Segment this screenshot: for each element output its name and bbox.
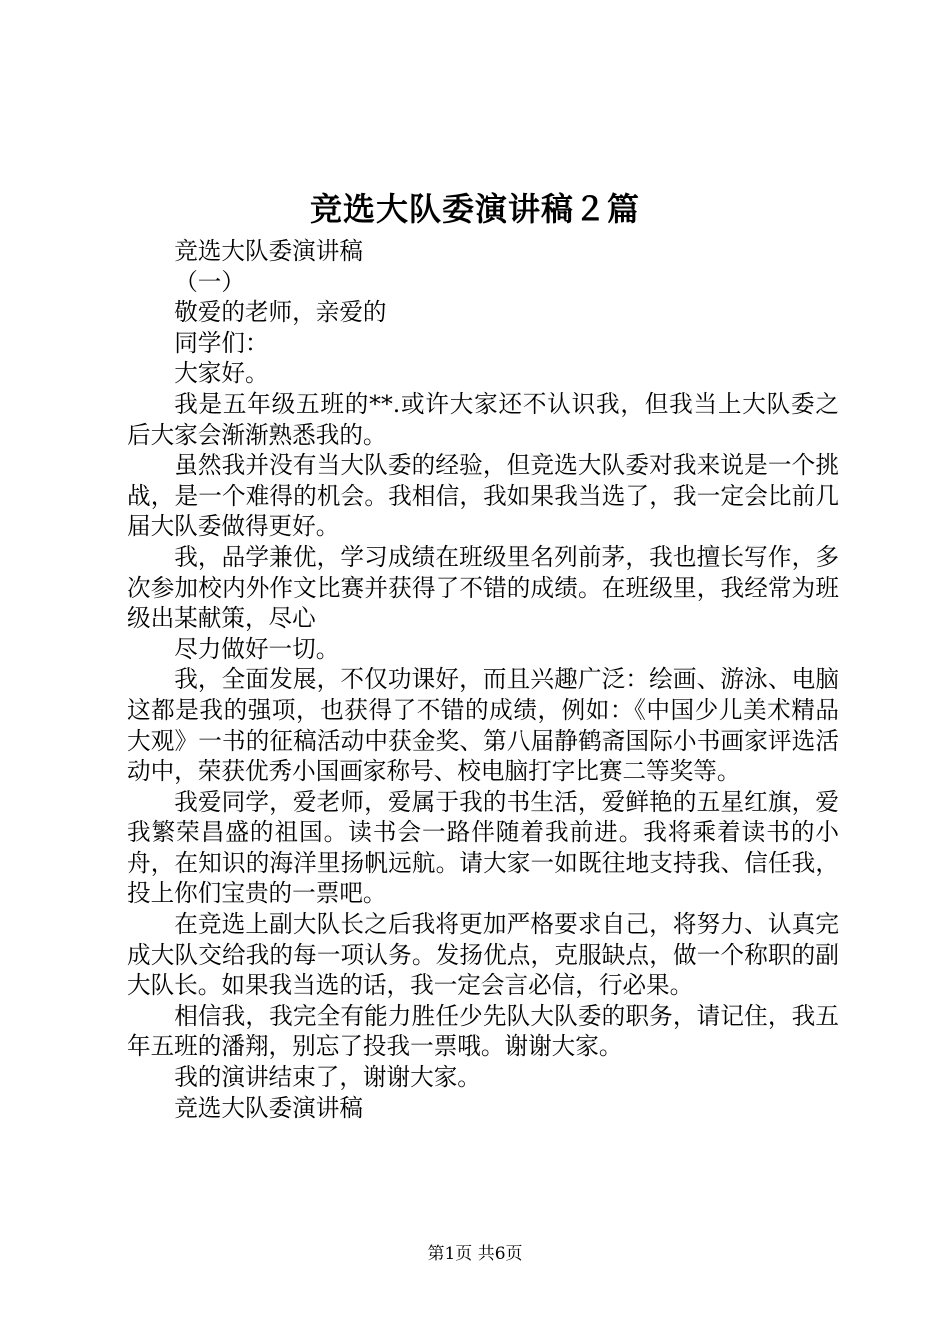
paragraph: 竞选大队委演讲稿 [174, 1093, 363, 1122]
paragraph: 我爱同学，爱老师，爱属于我的书生活，爱鲜艳的五星红旗，爱我繁荣昌盛的祖国。读书会一路伴随着我前进。我将乘着读书的小舟，在知识的海洋里扬帆远航。请大家一如既往地支持我、信任我，投上你们宝贵的一票吧。 [127, 787, 839, 908]
paragraph: （一） [174, 267, 245, 296]
paragraph: 相信我，我完全有能力胜任少先队大队委的职务，请记住，我五年五班的潘翔，别忘了投我一票哦。谢谢大家。 [127, 1001, 839, 1061]
paragraph: 我是五年级五班的**.或许大家还不认识我，但我当上大队委之后大家会渐渐熟悉我的。 [127, 389, 839, 449]
paragraph: 同学们： [174, 328, 269, 357]
document-title: 竞选大队委演讲稿２篇 [309, 190, 640, 228]
paragraph: 竞选大队委演讲稿 [174, 237, 363, 265]
paragraph: 我，全面发展，不仅功课好，而且兴趣广泛：绘画、游泳、电脑这都是我的强项，也获得了不错的成绩，例如：《中国少儿美术精品大观》一书的征稿活动中获金奖、第八届静鹤斋国际小书画家评选活动中，荣获优秀小国画家称号、校电脑打字比赛二等奖等。 [127, 665, 839, 786]
page-number-footer: 第1页 共6页 [427, 1244, 523, 1264]
paragraph: 虽然我并没有当大队委的经验，但竞选大队委对我来说是一个挑战，是一个难得的机会。我相信，我如果我当选了，我一定会比前几届大队委做得更好。 [127, 451, 839, 541]
paragraph: 在竞选上副大队长之后我将更加严格要求自己，将努力、认真完成大队交给我的每一项认务。发扬优点，克服缺点，做一个称职的副大队长。如果我当选的话，我一定会言必信，行必果。 [127, 910, 839, 1000]
paragraph: 我的演讲结束了，谢谢大家。 [174, 1063, 481, 1092]
document-body [127, 236, 839, 1123]
paragraph: 尽力做好一切。 [174, 634, 340, 663]
paragraph: 大家好。 [174, 359, 269, 388]
paragraph: 敬爱的老师，亲爱的 [174, 298, 387, 327]
paragraph: 我，品学兼优，学习成绩在班级里名列前茅，我也擅长写作，多次参加校内外作文比赛并获得了不错的成绩。在班级里，我经常为班级出某献策，尽心 [127, 542, 839, 633]
